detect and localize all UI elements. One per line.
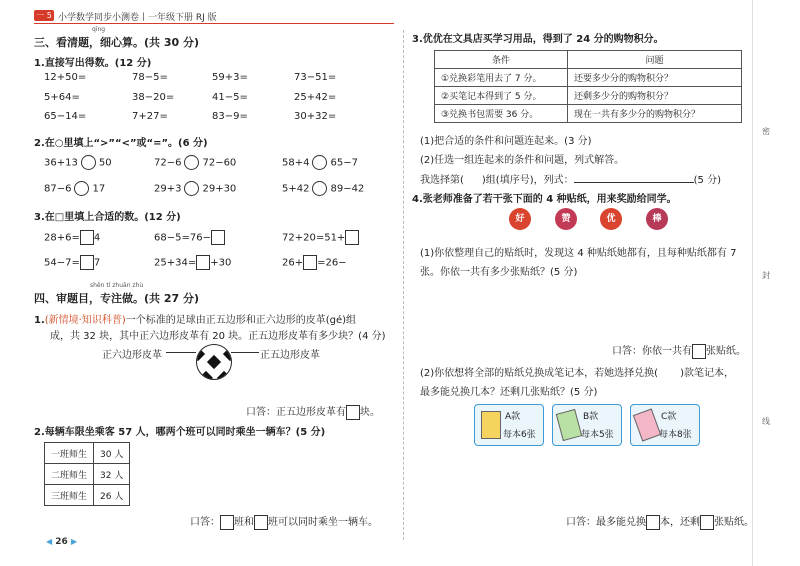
q2-comparison xyxy=(154,181,236,196)
p4-sub1-line1: (1)你依整理自己的贴纸时，发现这 4 种贴纸她都有，且每种贴纸都有 7 xyxy=(420,248,737,259)
q2-left-operand: 29+3 xyxy=(154,183,182,195)
header-rule xyxy=(34,23,394,24)
q2-right-operand: 17 xyxy=(92,183,106,195)
page-number-text: 26 xyxy=(55,537,68,547)
sticker-hao-icon: 好 xyxy=(509,208,531,230)
p1-answer-post: 块。 xyxy=(360,407,380,418)
q1-expression: 78−5= xyxy=(132,72,168,83)
p3-choose-pre: 我选择第( xyxy=(420,175,464,186)
binding-margin xyxy=(752,0,800,566)
table-header-cell: 条件 xyxy=(435,51,568,69)
p1-line1: 1.(新情境·知识科普)一个标准的足球由正五边形和正六边形的皮革(gé)组 xyxy=(34,315,357,326)
p4-ans1-post: 张贴纸。 xyxy=(706,346,746,357)
p1-answer-pre: 口答：正五边形皮革有 xyxy=(246,407,346,418)
q1-expression: 30+32= xyxy=(294,111,337,122)
column-divider xyxy=(403,30,404,540)
notebook-b-price: 每本5张 xyxy=(581,430,614,440)
q2-compare-circle[interactable] xyxy=(81,155,96,170)
q2-left-operand: 72−6 xyxy=(154,157,182,169)
q2-left-operand: 36+13 xyxy=(44,157,78,169)
q3-suffix: 4 xyxy=(93,232,101,244)
notebook-c-price: 每本8张 xyxy=(659,430,692,440)
p4-sub2-line2: 最多能兑换几本？还剩几张贴纸？(5 分) xyxy=(420,387,598,398)
p4-ans2-pre: 口答：最多能兑换 xyxy=(566,517,646,528)
q3-blank-equation xyxy=(154,255,231,270)
q3-prefix: 54−7= xyxy=(44,257,80,269)
q2-left-operand: 87−6 xyxy=(44,183,72,195)
table-row xyxy=(45,443,130,464)
notebook-a xyxy=(474,404,544,446)
p3-condition-table xyxy=(434,50,742,123)
notebook-c xyxy=(630,404,700,446)
sticker-bang-icon: 棒 xyxy=(646,208,668,230)
q2-title: 2.在○里填上“>”“<”或“=”。(6 分) xyxy=(34,138,208,149)
notebook-b-name: B款 xyxy=(583,412,599,422)
p3-equation-line[interactable] xyxy=(574,182,694,183)
q3-answer-box[interactable] xyxy=(303,255,317,270)
q1-expression: 59+3= xyxy=(212,72,248,83)
q3-prefix: 25+34= xyxy=(154,257,197,269)
q3-answer-box[interactable] xyxy=(196,255,210,270)
p3-choose-line xyxy=(420,171,721,186)
q3-prefix: 72+20=51+ xyxy=(282,232,346,244)
table-row xyxy=(435,105,742,123)
q1-expression: 12+50= xyxy=(44,72,87,83)
condition-cell: ③兑换书包需要 36 分。 xyxy=(435,105,568,123)
q3-suffix: +30 xyxy=(210,257,232,269)
p4-ans1-box[interactable] xyxy=(692,344,706,359)
p4-ans2-box-1[interactable] xyxy=(646,515,660,530)
q1-expression: 25+42= xyxy=(294,92,337,103)
p3-sub1: (1)把合适的条件和问题连起来。(3 分) xyxy=(420,136,592,147)
q2-right-operand: 89−42 xyxy=(330,183,365,195)
table-cell: 三班师生 xyxy=(45,485,94,506)
p1-label-hexagon: 正六边形皮革 xyxy=(102,350,162,361)
q1-title: 1.直接写出得数。(12 分) xyxy=(34,58,152,69)
p2-answer-mid2: 班可以同时乘坐一辆车。 xyxy=(268,517,378,528)
q3-blank-equation xyxy=(282,230,359,245)
sidebar-char-xian: 线 xyxy=(762,417,770,426)
header-badge: 一 5 xyxy=(34,10,54,21)
q3-suffix: =26− xyxy=(317,257,347,269)
q2-left-operand: 5+42 xyxy=(282,183,310,195)
table-row xyxy=(45,464,130,485)
p3-choose-post: )组(填序号)，列式： xyxy=(481,175,574,186)
q3-prefix: 26+ xyxy=(282,257,304,269)
sticker-zan-icon: 赞 xyxy=(555,208,577,230)
p1-tag: (新情境·知识科普) xyxy=(44,315,126,326)
p1-answer xyxy=(246,403,380,420)
q3-answer-box[interactable] xyxy=(80,255,94,270)
q2-compare-circle[interactable] xyxy=(184,155,199,170)
q3-answer-box[interactable] xyxy=(345,230,359,245)
q3-blank-equation xyxy=(154,230,225,245)
q2-comparison xyxy=(154,155,236,170)
table-row xyxy=(435,87,742,105)
q2-comparison xyxy=(44,181,105,196)
notebook-a-price: 每本6张 xyxy=(503,430,536,440)
sec3-pinyin: qīng xyxy=(92,26,106,33)
q2-compare-circle[interactable] xyxy=(184,181,199,196)
soccer-ball-icon xyxy=(196,344,232,380)
q2-compare-circle[interactable] xyxy=(312,181,327,196)
notebook-a-name: A款 xyxy=(505,412,521,422)
notebook-b xyxy=(552,404,622,446)
p2-answer-box-2[interactable] xyxy=(254,515,268,530)
p2-class-table xyxy=(44,442,130,506)
p2-answer-pre: 口答： xyxy=(190,517,220,528)
prev-arrow-icon: ◀ xyxy=(46,537,53,546)
p3-title: 3.优优在文具店买学习用品，得到了 24 分的购物积分。 xyxy=(412,34,664,45)
q3-answer-box[interactable] xyxy=(80,230,94,245)
notebook-c-icon xyxy=(633,408,661,441)
q3-title: 3.在□里填上合适的数。(12 分) xyxy=(34,212,181,223)
section-3-title: 三、看清题，细心算。(共 30 分) xyxy=(34,36,200,49)
p3-sub2: (2)任选一组连起来的条件和问题，列式解答。 xyxy=(420,155,625,166)
q3-answer-box[interactable] xyxy=(211,230,225,245)
p2-answer-mid1: 班和 xyxy=(234,517,254,528)
notebook-b-icon xyxy=(556,409,583,441)
q1-expression: 83−9= xyxy=(212,111,248,122)
p4-sub2-line1 xyxy=(420,364,734,379)
page-number xyxy=(46,537,77,547)
q1-expression: 7+27= xyxy=(132,111,168,122)
sidebar-char-mi: 密 xyxy=(762,127,770,136)
table-cell: 26 人 xyxy=(94,485,130,506)
table-row xyxy=(45,485,130,506)
q2-compare-circle[interactable] xyxy=(312,155,327,170)
p4-sub1-line2: 张。你依一共有多少张贴纸？(5 分) xyxy=(420,267,578,278)
q3-blank-equation xyxy=(44,230,100,245)
q1-expression: 41−5= xyxy=(212,92,248,103)
q3-prefix: 68−5=76− xyxy=(154,232,211,244)
p4-title: 4.张老师准备了若干张下面的 4 种贴纸，用来奖励给同学。 xyxy=(412,194,677,205)
p4-ans1-pre: 口答：你依一共有 xyxy=(612,346,692,357)
q3-prefix: 28+6= xyxy=(44,232,80,244)
table-header-cell: 问题 xyxy=(568,51,742,69)
condition-cell: ②买笔记本得到了 5 分。 xyxy=(435,87,568,105)
p2-title: 2.每辆车限坐乘客 57 人，哪两个班可以同时乘坐一辆车？(5 分) xyxy=(34,427,326,438)
sidebar-char-feng: 封 xyxy=(762,271,770,280)
sticker-you-icon: 优 xyxy=(600,208,622,230)
q3-blank-equation xyxy=(282,255,347,270)
notebook-c-name: C款 xyxy=(661,412,677,422)
condition-cell: ①兑换彩笔用去了 7 分。 xyxy=(435,69,568,87)
q1-expression: 73−51= xyxy=(294,72,337,83)
question-cell: 现在一共有多少分的购物积分？ xyxy=(568,105,742,123)
table-row xyxy=(435,69,742,87)
p1-connector-left xyxy=(166,352,196,353)
p2-answer-box-1[interactable] xyxy=(220,515,234,530)
p4-sub2-pre: (2)你依想将全部的贴纸兑换成笔记本，若她选择兑换( xyxy=(420,368,659,379)
table-cell: 32 人 xyxy=(94,464,130,485)
q2-right-operand: 65−7 xyxy=(330,157,358,169)
p4-answer-2 xyxy=(566,513,754,530)
q2-left-operand: 58+4 xyxy=(282,157,310,169)
q1-expression: 65−14= xyxy=(44,111,87,122)
q2-comparison xyxy=(282,181,364,196)
p1-answer-box[interactable] xyxy=(346,405,360,420)
table-cell: 二班师生 xyxy=(45,464,94,485)
p4-ans2-post: 张贴纸。 xyxy=(714,517,754,528)
question-cell: 还剩多少分的购物积分？ xyxy=(568,87,742,105)
q3-blank-equation xyxy=(44,255,100,270)
p4-ans2-mid: 本，还剩 xyxy=(660,517,700,528)
q2-right-operand: 50 xyxy=(98,157,112,169)
q2-right-operand: 29+30 xyxy=(202,183,237,195)
q2-comparison xyxy=(44,155,112,170)
p4-ans2-box-2[interactable] xyxy=(700,515,714,530)
p1-connector-right xyxy=(231,352,259,353)
notebook-a-icon xyxy=(481,411,501,439)
question-cell: 还要多少分的购物积分？ xyxy=(568,69,742,87)
q2-comparison xyxy=(282,155,358,170)
p4-answer-1 xyxy=(612,342,746,359)
table-cell: 一班师生 xyxy=(45,443,94,464)
section-4-title: 四、审题目，专注做。(共 27 分) xyxy=(34,292,200,305)
header-title: 小学数学同步小测卷丨一年级下册 RJ 版 xyxy=(58,13,217,23)
p4-sub2-post: )款笔记本， xyxy=(680,368,734,379)
q3-suffix: 7 xyxy=(93,257,101,269)
p3-choose-score: (5 分) xyxy=(693,175,721,186)
q2-compare-circle[interactable] xyxy=(74,181,89,196)
p2-answer xyxy=(190,513,378,530)
table-header-row xyxy=(435,51,742,69)
table-cell: 30 人 xyxy=(94,443,130,464)
q2-right-operand: 72−60 xyxy=(202,157,237,169)
q1-expression: 5+64= xyxy=(44,92,80,103)
sec4-pinyin: shěn tí zhuān zhù xyxy=(90,282,144,289)
p1-line2: 成，共 32 块，其中正六边形皮革有 20 块。正五边形皮革有多少块？(4 分) xyxy=(50,331,386,342)
p1-label-pentagon: 正五边形皮革 xyxy=(260,350,320,361)
p1-line1-text: 一个标准的足球由正五边形和正六边形的皮革(gé)组 xyxy=(125,315,357,326)
next-arrow-icon: ▶ xyxy=(70,537,78,546)
q1-expression: 38−20= xyxy=(132,92,175,103)
